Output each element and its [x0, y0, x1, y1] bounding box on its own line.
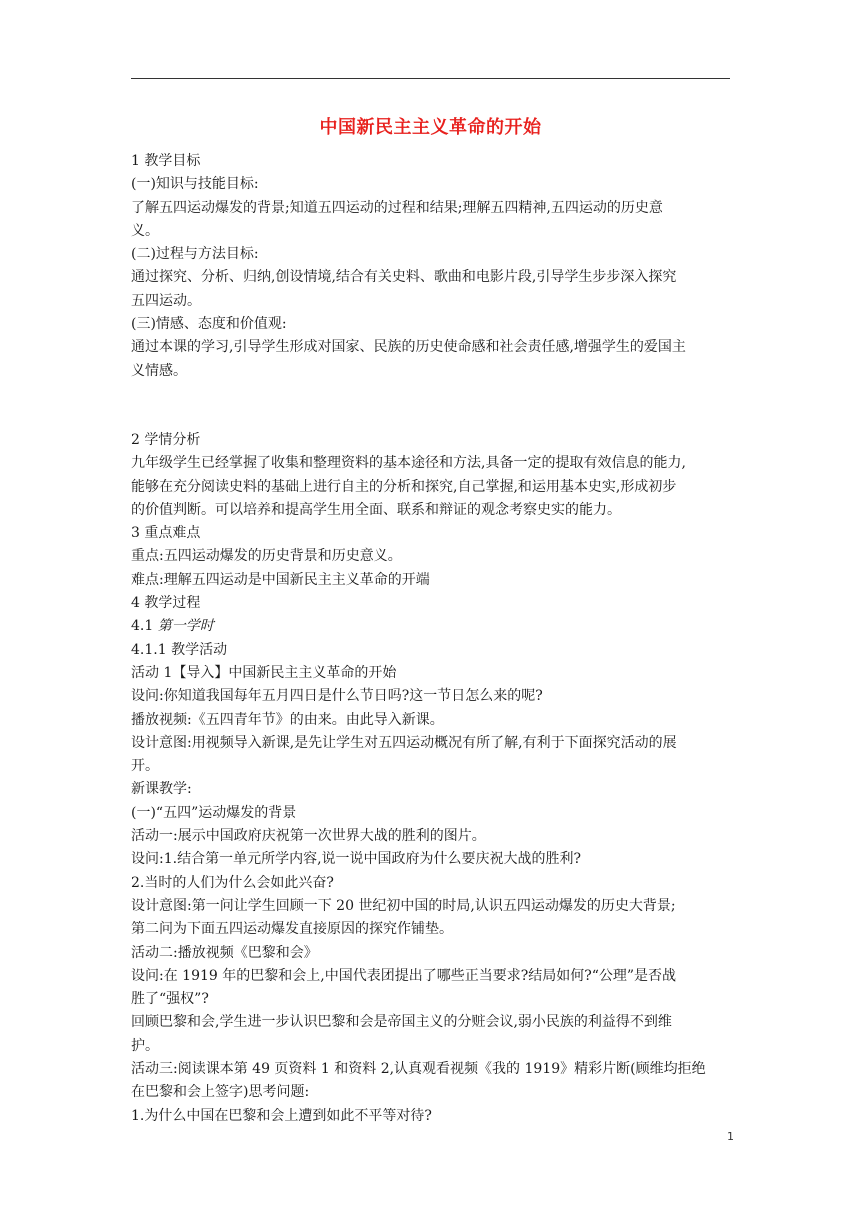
paragraph-line: 设计意图:用视频导入新课,是先让学生对五四运动概况有所了解,有利于下面探究活动的展 [131, 734, 677, 751]
paragraph-line: 通过探究、分析、归纳,创设情境,结合有关史料、歌曲和电影片段,引导学生步步深入探究 [131, 269, 677, 286]
paragraph-line: 活动二:播放视频《巴黎和会》 [131, 944, 318, 961]
paragraph-line: 义。 [131, 222, 159, 239]
difficult-point-line: 难点:理解五四运动是中国新民主主义革命的开端 [131, 571, 430, 588]
paragraph-line: 五四运动。 [131, 292, 201, 309]
paragraph-line: 第二问为下面五四运动爆发直接原因的探究作铺垫。 [131, 921, 453, 938]
paragraph-line: 胜了“强权”? [131, 991, 209, 1008]
paragraph-line: 活动三:阅读课本第 49 页资料 1 和资料 2,认真观看视频《我的 1919》精彩片断(顾维均拒绝 [131, 1060, 706, 1077]
paragraph-line: 活动一:展示中国政府庆祝第一次世界大战的胜利的图片。 [131, 828, 486, 845]
page-number: 1 [727, 1130, 734, 1143]
paragraph-line: 设问:1.结合第一单元所学内容,说一说中国政府为什么要庆祝大战的胜利? [131, 851, 582, 868]
section-heading-key-points: 3 重点难点 [131, 525, 201, 542]
paragraph-line: 设问:你知道我国每年五月四日是什么节日吗?这一节日怎么来的呢? [131, 688, 543, 705]
subheading-process: (二)过程与方法目标: [131, 246, 259, 263]
document-body [131, 150, 733, 1128]
paragraph-line: 新课教学: [131, 781, 192, 798]
blank-gap [131, 383, 733, 429]
paragraph-line: 开。 [131, 758, 159, 775]
paragraph-line: 设问:在 1919 年的巴黎和会上,中国代表团提出了哪些正当要求?结局如何?“公理”是否战 [131, 967, 677, 984]
paragraph-line: (一)“五四”运动爆发的背景 [131, 804, 297, 821]
paragraph-line: 的价值判断。可以培养和提高学生用全面、联系和辩证的观念考察史实的能力。 [131, 501, 621, 518]
document-title: 中国新民主主义革命的开始 [319, 117, 542, 138]
paragraph-line: 了解五四运动爆发的背景;知道五四运动的过程和结果;理解五四精神,五四运动的历史意 [131, 199, 663, 216]
section-heading-process: 4 教学过程 [131, 595, 201, 612]
header-rule [131, 78, 730, 79]
section-heading-objectives: 1 教学目标 [131, 153, 201, 169]
activity-line: 活动 1【导入】中国新民主主义革命的开始 [131, 664, 397, 681]
paragraph-line: 在巴黎和会上签字)思考问题: [131, 1084, 310, 1101]
subheading-knowledge: (一)知识与技能目标: [131, 176, 259, 193]
paragraph-line: 九年级学生已经掌握了收集和整理资料的基本途径和方法,具备一定的提取有效信息的能力, [131, 455, 686, 472]
paragraph-line: 2.当时的人们为什么会如此兴奋? [131, 874, 334, 891]
subsection-activities: 4.1.1 教学活动 [131, 641, 228, 658]
key-point-line: 重点:五四运动爆发的历史背景和历史意义。 [131, 548, 402, 565]
paragraph-line: 播放视频:《五四青年节》的由来。由此导入新课。 [131, 711, 444, 728]
paragraph-line: 通过本课的学习,引导学生形成对国家、民族的历史使命感和社会责任感,增强学生的爱国主 [131, 339, 686, 356]
subsection-label: 第一学时 [157, 618, 214, 635]
paragraph-line: 护。 [131, 1037, 159, 1054]
subheading-values: (三)情感、态度和价值观: [131, 316, 287, 333]
paragraph-line: 能够在充分阅读史料的基础上进行自主的分析和探究,自己掌握,和运用基本史实,形成初步 [131, 478, 677, 495]
paragraph-line: 义情感。 [131, 362, 187, 379]
subsection-number: 4.1 [131, 618, 158, 635]
section-heading-analysis: 2 学情分析 [131, 431, 201, 448]
paragraph-line: 回顾巴黎和会,学生进一步认识巴黎和会是帝国主义的分赃会议,弱小民族的利益得不到维 [131, 1014, 672, 1031]
subsection-first-lesson [131, 615, 733, 638]
paragraph-line: 1.为什么中国在巴黎和会上遭到如此不平等对待? [131, 1107, 432, 1124]
paragraph-line: 设计意图:第一问让学生回顾一下 20 世纪初中国的时局,认识五四运动爆发的历史大背景; [131, 897, 676, 914]
